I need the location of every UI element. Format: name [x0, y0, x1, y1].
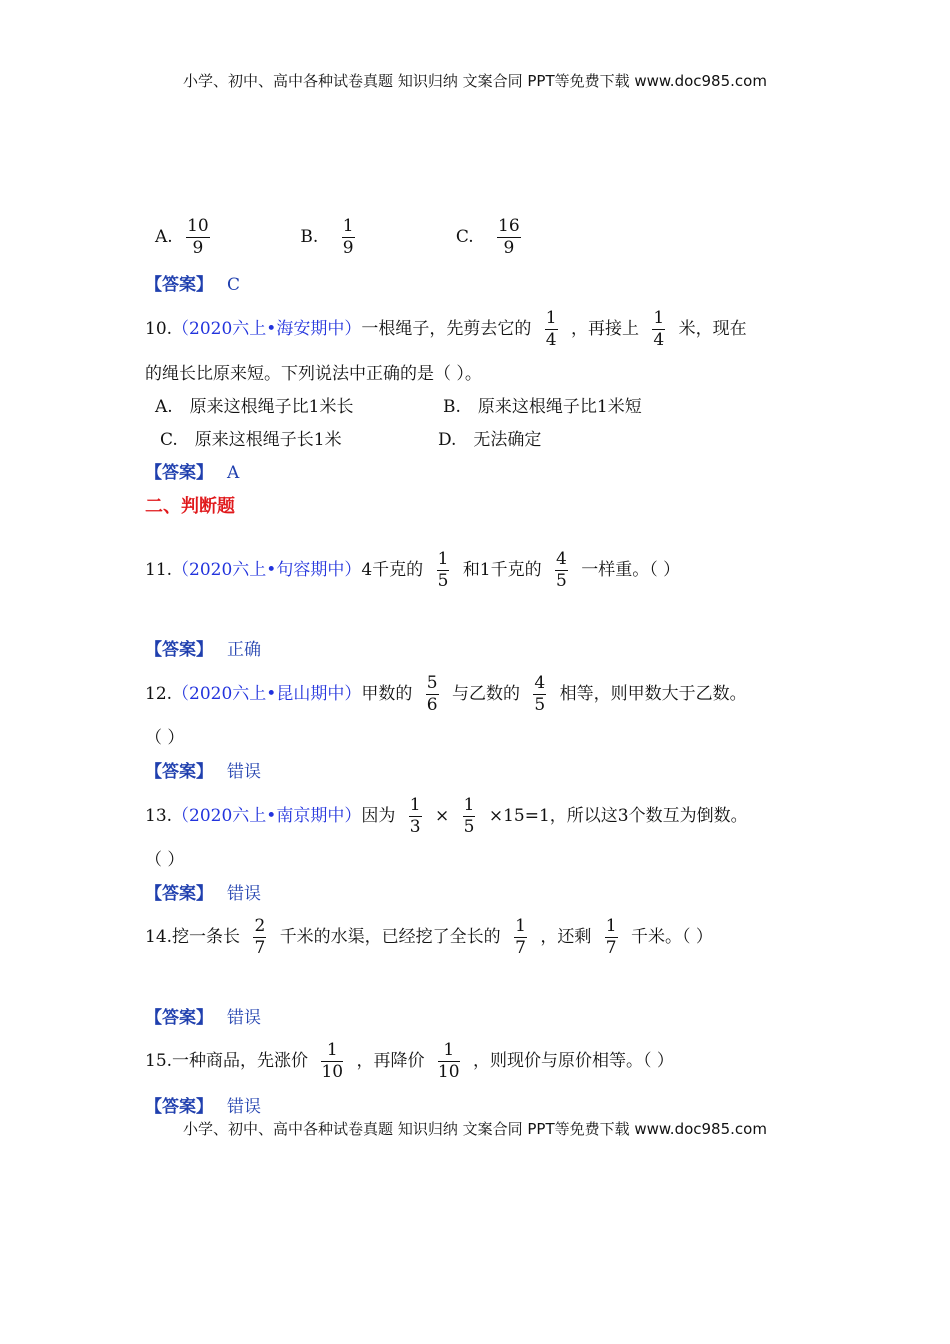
- fraction: $\frac{1}{4}$: [545, 308, 557, 350]
- fraction: $\frac{1}{7}$: [605, 916, 617, 958]
- fraction: $\frac{1}{5}$: [463, 795, 475, 837]
- q10-option-d: D. 无法确定: [438, 430, 542, 450]
- fraction: $\frac{1}{10}$: [437, 1040, 460, 1082]
- q14-answer: 【答案】 错误: [145, 1008, 261, 1028]
- q11-stem: 11.（2020六上•句容期中）4千克的 $\frac{1}{5}$ 和1千克的 $\frac{4}{5}$ 一样重。（ ）: [145, 549, 681, 591]
- fraction: $\frac{1}{9}$: [342, 216, 354, 258]
- fraction: $\frac{10}{9}$: [187, 216, 209, 258]
- fraction: $\frac{1}{5}$: [437, 549, 449, 591]
- q10-stem: 10.（2020六上•海安期中）一根绳子，先剪去它的 $\frac{1}{4}$ ，再接上 $\frac{1}{4}$ 米，现在: [145, 308, 747, 350]
- q9-option-a: A. $\frac{10}{9}$: [155, 216, 209, 258]
- q9-answer: 【答案】 C: [145, 275, 241, 295]
- q10-option-a: A. 原来这根绳子比1米长: [155, 397, 354, 417]
- q10-option-b: B. 原来这根绳子比1米短: [443, 397, 642, 417]
- q10-options-ab: [155, 396, 642, 418]
- q13-stem: 13.（2020六上•南京期中）因为 $\frac{1}{3}$ × $\frac{1}{5}$ ×15=1，所以这3个数互为倒数。: [145, 795, 748, 837]
- q14-stem: 14.挖一条长 $\frac{2}{7}$ 千米的水渠，已经挖了全长的 $\frac{1}{7}$ ，还剩 $\frac{1}{7}$ 千米。（ ）: [145, 916, 713, 958]
- page-header: 小学、初中、高中各种试卷真题 知识归纳 文案合同 PPT等免费下载 www.doc985.com: [183, 72, 767, 90]
- q10-options-cd: [160, 429, 541, 451]
- fraction: $\frac{1}{7}$: [515, 916, 526, 958]
- section-title: 二、判断题: [145, 496, 235, 517]
- q12-line2: （ ）: [145, 728, 185, 748]
- fraction: $\frac{1}{4}$: [653, 308, 665, 350]
- fraction: $\frac{4}{5}$: [556, 549, 567, 591]
- fraction: $\frac{5}{6}$: [426, 673, 438, 715]
- q9-options: [155, 218, 529, 257]
- q9-option-c: C. $\frac{16}{9}$: [455, 216, 520, 258]
- page-footer: 小学、初中、高中各种试卷真题 知识归纳 文案合同 PPT等免费下载 www.doc985.com: [183, 1120, 767, 1138]
- q10-line2: 的绳长比原来短。下列说法中正确的是（ ）。: [145, 364, 482, 384]
- fraction: $\frac{1}{3}$: [409, 795, 421, 837]
- fraction: $\frac{16}{9}$: [498, 216, 520, 258]
- fraction: $\frac{2}{7}$: [254, 916, 266, 958]
- q15-stem: 15.一种商品，先涨价 $\frac{1}{10}$ ，再降价 $\frac{1}{10}$ ，则现价与原价相等。（ ）: [145, 1040, 674, 1082]
- q13-line2: （ ）: [145, 850, 185, 870]
- q10-answer: 【答案】 A: [145, 463, 240, 483]
- q9-option-b: B. $\frac{1}{9}$: [300, 216, 354, 258]
- q12-stem: 12.（2020六上•昆山期中）甲数的 $\frac{5}{6}$ 与乙数的 $\frac{4}{5}$ 相等，则甲数大于乙数。: [145, 673, 747, 715]
- q15-answer: 【答案】 错误: [145, 1097, 261, 1117]
- q13-answer: 【答案】 错误: [145, 884, 261, 904]
- q12-answer: 【答案】 错误: [145, 762, 261, 782]
- fraction: $\frac{4}{5}$: [534, 673, 546, 715]
- q11-answer: 【答案】 正确: [145, 640, 261, 660]
- fraction: $\frac{1}{10}$: [321, 1040, 344, 1082]
- q10-option-c: C. 原来这根绳子长1米: [160, 430, 342, 450]
